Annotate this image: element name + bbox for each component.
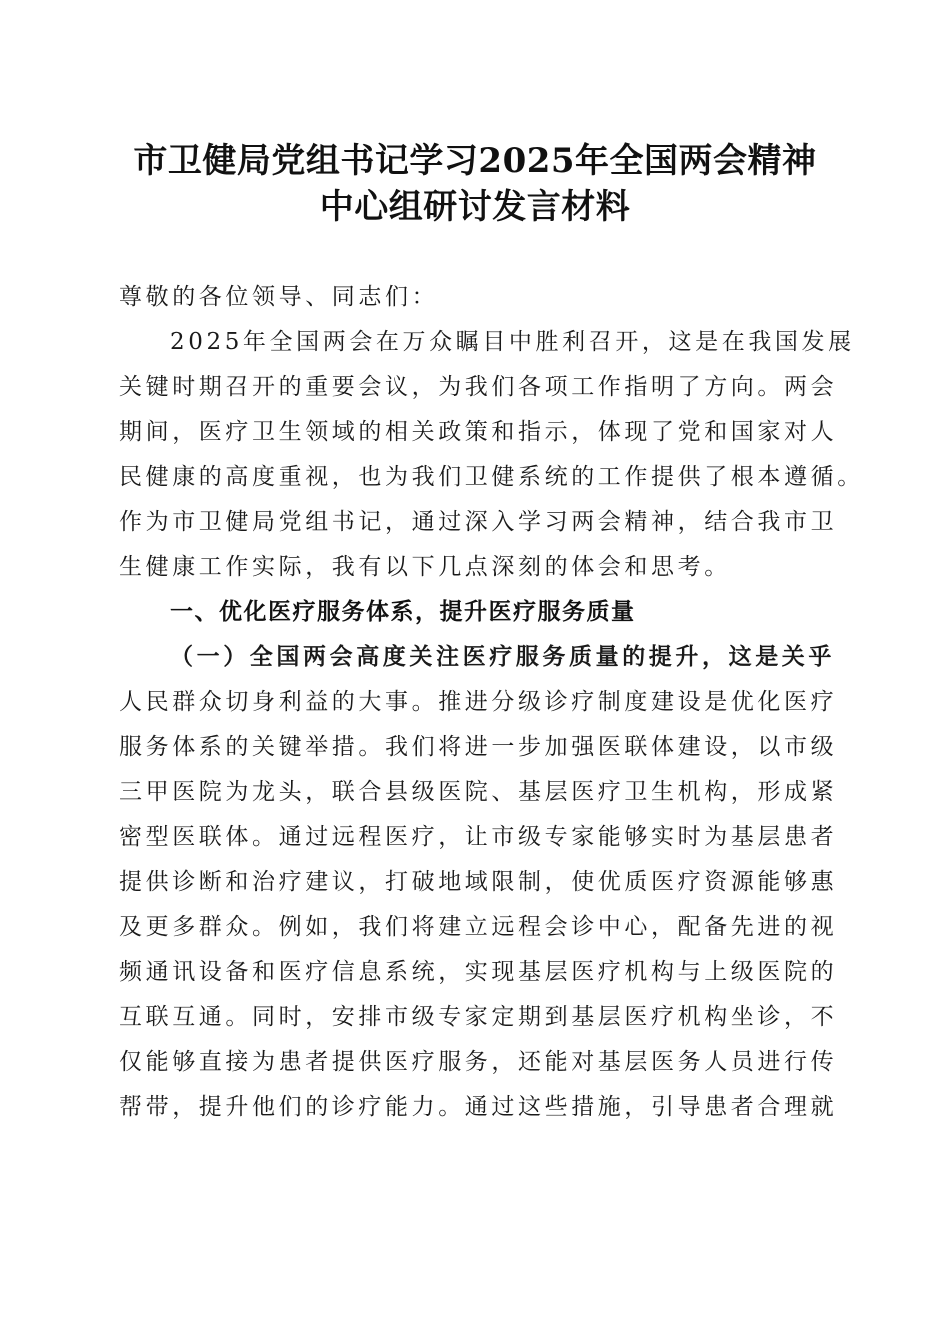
body-line: 仅能够直接为患者提供医疗服务，还能对基层医务人员进行传 [119, 1049, 838, 1075]
body-line: 及更多群众。例如，我们将建立远程会诊中心，配备先进的视 [119, 914, 838, 940]
body-line: 三甲医院为龙头，联合县级医院、基层医疗卫生机构，形成紧 [119, 779, 838, 805]
body-line: 服务体系的关键举措。我们将进一步加强医联体建设，以市级 [119, 734, 838, 760]
document-title-line-1: 市卫健局党组书记学习2025年全国两会精神 [133, 141, 817, 181]
section-heading: 一、优化医疗服务体系，提升医疗服务质量 [170, 599, 636, 625]
intro-line: 期间，医疗卫生领域的相关政策和指示，体现了党和国家对人 [119, 419, 838, 445]
body-line: 互联互通。同时，安排市级专家定期到基层医疗机构坐诊，不 [119, 1004, 838, 1030]
body-line: 提供诊断和治疗建议，打破地域限制，使优质医疗资源能够惠 [119, 869, 838, 895]
intro-line: 关键时期召开的重要会议，为我们各项工作指明了方向。两会 [119, 374, 838, 400]
intro-line: 民健康的高度重视，也为我们卫健系统的工作提供了根本遵循。 [119, 464, 864, 490]
intro-line: 生健康工作实际，我有以下几点深刻的体会和思考。 [119, 554, 731, 580]
body-line: （一）全国两会高度关注医疗服务质量的提升，这是关乎 [170, 643, 835, 670]
intro-line: 作为市卫健局党组书记，通过深入学习两会精神，结合我市卫 [119, 509, 838, 535]
body-line: 帮带，提升他们的诊疗能力。通过这些措施，引导患者合理就 [119, 1094, 838, 1120]
document-title-line-2: 中心组研讨发言材料 [319, 187, 631, 227]
body-line: 频通讯设备和医疗信息系统，实现基层医疗机构与上级医院的 [119, 959, 838, 985]
intro-line: 2025年全国两会在万众瞩目中胜利召开，这是在我国发展 [170, 329, 855, 355]
body-line: 人民群众切身利益的大事。推进分级诊疗制度建设是优化医疗 [119, 689, 838, 715]
salutation: 尊敬的各位领导、同志们： [119, 284, 439, 310]
body-line: 密型医联体。通过远程医疗，让市级专家能够实时为基层患者 [119, 824, 838, 850]
